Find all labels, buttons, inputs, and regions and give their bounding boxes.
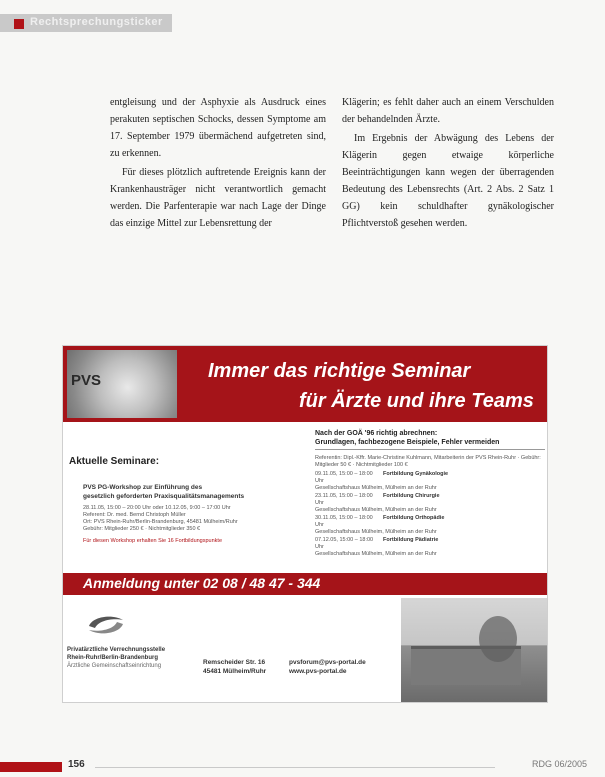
pvs-swoosh-icon bbox=[83, 612, 129, 638]
seminar-event bbox=[315, 537, 545, 559]
event-date: 09.11.05, 15:00 – 18:00 Uhr bbox=[315, 471, 373, 484]
ad-banner bbox=[63, 346, 547, 422]
footer-divider bbox=[95, 767, 495, 768]
seminar-series-heading-1: Nach der GOÄ '96 richtig abrechnen: bbox=[315, 430, 438, 437]
seminar-series-heading-2: Grundlagen, fachbezogene Beispiele, Fehler vermeiden bbox=[315, 439, 500, 446]
organization-name-2: Rhein-Ruhr/Berlin-Brandenburg bbox=[67, 655, 158, 661]
event-title: Fortbildung Orthopädie bbox=[383, 515, 445, 521]
event-title: Fortbildung Gynäkologie bbox=[383, 471, 449, 477]
workshop-detail: 28.11.05, 15:00 – 20:00 Uhr oder 10.12.05, 9:00 – 17:00 Uhr bbox=[83, 505, 231, 511]
article-paragraph: Im Ergebnis der Abwägung des Lebens der Klägerin gegen etwaige körperliche Beeinträchtigungen kann wegen der überragenden Bedeutung des Lebensrechts (Art. 2 Abs. 2 Satz 1 GG) kein schuldhafter gynäkologischer Pflichtverstoß gesehen werden. bbox=[342, 133, 554, 229]
article-paragraph: Für dieses plötzlich auftretende Ereignis kann der Krankenhausträger nicht verantwortlich gemacht werden. Die Parfenterapie war nach Lage der Dinge das einzige Mittel zur Lebensrettung der bbox=[110, 167, 326, 229]
event-location: Gesellschaftshaus Mülheim, Mülheim an der Ruhr bbox=[315, 529, 437, 535]
article-column-right bbox=[342, 94, 554, 234]
street: Remscheider Str. 16 bbox=[203, 659, 266, 666]
building-photo bbox=[401, 598, 547, 702]
seminar-event bbox=[315, 515, 545, 537]
workshop-block bbox=[83, 484, 303, 545]
event-date: 07.12.05, 15:00 – 18:00 Uhr bbox=[315, 537, 374, 550]
event-date: 23.11.05, 15:00 – 18:00 Uhr bbox=[315, 493, 373, 506]
article-column-left bbox=[110, 94, 326, 234]
event-title: Fortbildung Chirurgie bbox=[383, 493, 440, 499]
current-seminars-label: Aktuelle Seminare: bbox=[69, 456, 160, 467]
section-marker bbox=[14, 19, 24, 29]
seminar-event-list bbox=[315, 471, 545, 559]
publication-issue: RDG 06/2005 bbox=[532, 759, 588, 769]
registration-phone: Anmeldung unter 02 08 / 48 47 - 344 bbox=[83, 575, 321, 591]
section-label: Rechtsprechungsticker bbox=[30, 16, 163, 28]
city: 45481 Mülheim/Ruhr bbox=[203, 668, 267, 675]
seminar-advertisement bbox=[62, 345, 548, 703]
organization-subtitle: Ärztliche Gemeinschaftseinrichtung bbox=[67, 663, 162, 669]
workshop-note: Für diesen Workshop erhalten Sie 16 Fortbildungspunkte bbox=[83, 538, 223, 544]
article-paragraph: Klägerin; es fehlt daher auch an einem Verschulden der behandelnden Ärzte. bbox=[342, 97, 554, 125]
ad-headline-2: für Ärzte und ihre Teams bbox=[299, 390, 534, 412]
seminar-event bbox=[315, 493, 545, 515]
pvs-logo: PVS bbox=[71, 372, 102, 389]
workshop-detail: Ort: PVS Rhein-Ruhr/Berlin-Brandenburg, 45481 Mülheim/Ruhr bbox=[83, 519, 238, 525]
section-header bbox=[0, 14, 172, 32]
registration-banner bbox=[63, 573, 547, 595]
workshop-details bbox=[83, 505, 303, 533]
event-location: Gesellschaftshaus Mülheim, Mülheim an der Ruhr bbox=[315, 551, 437, 557]
contact-block bbox=[289, 658, 366, 676]
event-title: Fortbildung Pädiatrie bbox=[383, 537, 439, 543]
seminar-series-heading bbox=[315, 429, 545, 450]
address-block bbox=[203, 658, 266, 676]
tree-shape bbox=[479, 616, 517, 662]
footer-marker bbox=[0, 762, 62, 772]
page-number: 156 bbox=[68, 759, 85, 770]
event-location: Gesellschaftshaus Mülheim, Mülheim an der Ruhr bbox=[315, 507, 437, 513]
workshop-title-2: gesetzlich geforderten Praxisqualitätsmanagements bbox=[83, 492, 245, 500]
organization-name-1: Privatärztliche Verrechnungsstelle bbox=[67, 647, 166, 653]
event-location: Gesellschaftshaus Mülheim, Mülheim an der Ruhr bbox=[315, 485, 437, 491]
workshop-detail: Referent: Dr. med. Bernd Christoph Müller bbox=[83, 512, 186, 518]
website-link[interactable]: www.pvs-portal.de bbox=[289, 668, 347, 675]
event-date: 30.11.05, 15:00 – 18:00 Uhr bbox=[315, 515, 373, 528]
seminar-event bbox=[315, 471, 545, 493]
email-link[interactable]: pvsforum@pvs-portal.de bbox=[289, 659, 366, 666]
workshop-detail: Gebühr: Mitglieder 250 € · Nichtmitglieder 350 € bbox=[83, 526, 201, 532]
ad-headline-1: Immer das richtige Seminar bbox=[208, 360, 471, 382]
workshop-title-1: PVS PG-Workshop zur Einführung des bbox=[83, 484, 203, 491]
seminar-series-intro: Referentin: Dipl.-Kffr. Marie-Christine Kuhlmann, Mitarbeiterin der PVS Rhein-Ruhr · Gebühr: Mitglieder 50 € · Nichtmitglieder 100 € bbox=[315, 455, 541, 468]
article-paragraph: entgleisung und der Asphyxie als Ausdruck eines perakuten septischen Schocks, dessen Symptome am 17. September 1979 übermächend aufgetreten sind, zu erkennen. bbox=[110, 97, 326, 159]
organization-block bbox=[67, 646, 165, 670]
